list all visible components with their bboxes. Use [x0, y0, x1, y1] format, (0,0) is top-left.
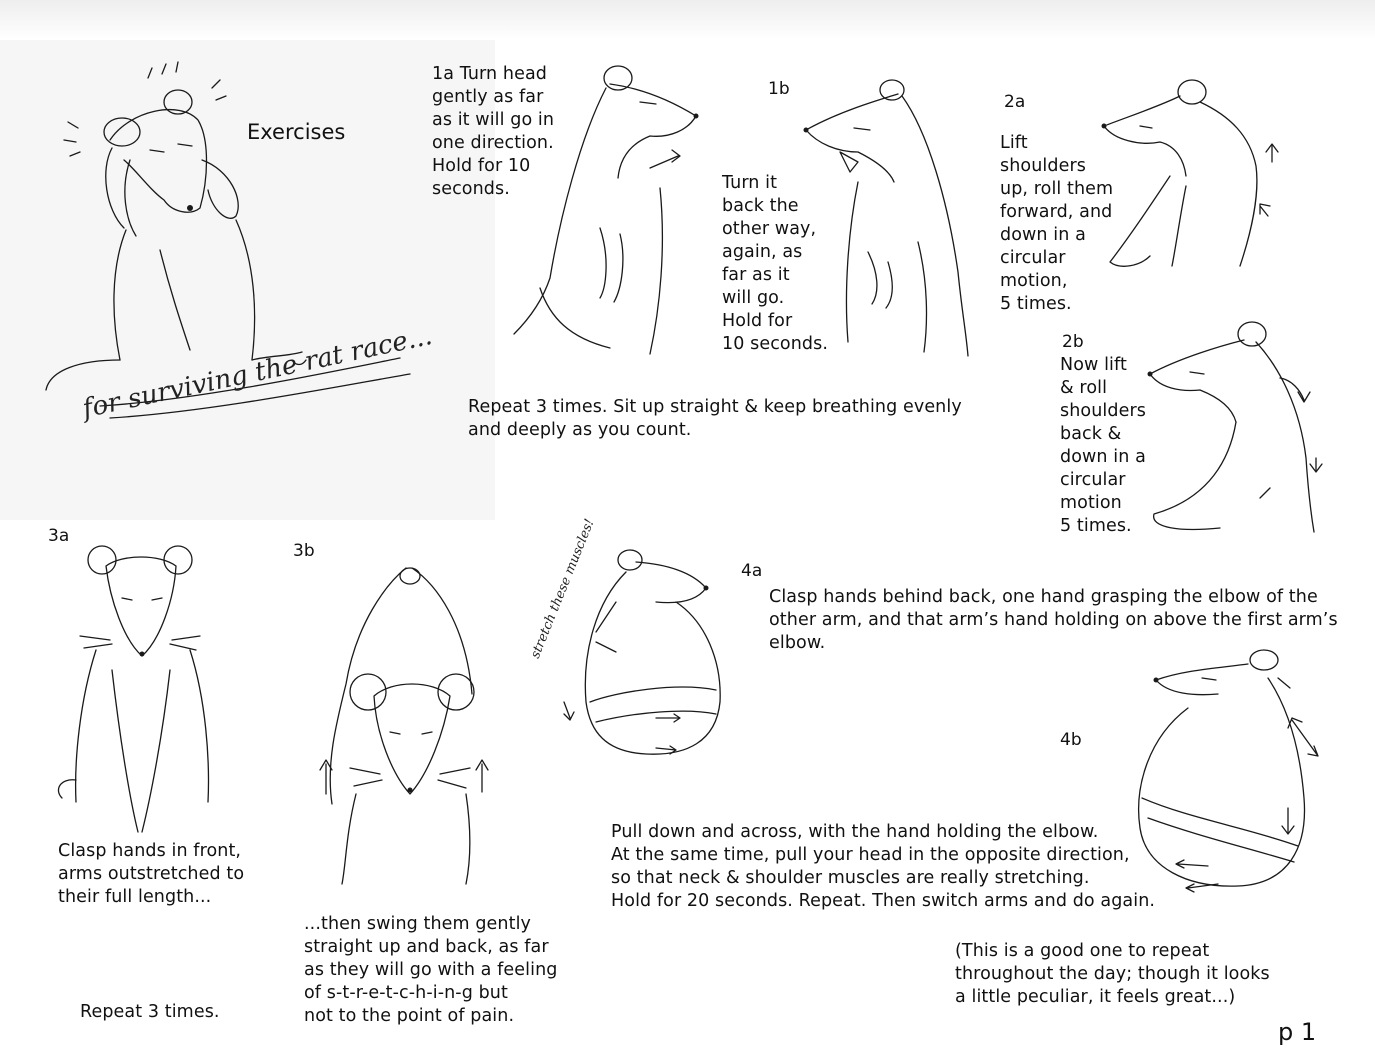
step-2b-label: 2b	[1062, 332, 1084, 352]
page-title: Exercises	[247, 120, 346, 144]
step-1b-label: 1b	[768, 79, 790, 99]
step-4b-text: Pull down and across, with the hand holding the elbow. At the same time, pull your head in the opposite direction, so that neck & shoulder muscles are really stretching. Hold for 20 seconds. Repeat. Then switch arms and do again.	[611, 822, 1156, 911]
step-3a-label: 3a	[48, 526, 70, 546]
rat-hands-behind-back-illustration	[556, 542, 756, 774]
step-1b-text: Turn it back the other way, again, as far as it will go. Hold for 10 seconds.	[722, 173, 829, 354]
page-number: p 1	[1278, 1018, 1317, 1046]
step-2a-label: 2a	[1004, 92, 1026, 112]
rat-head-turn-left-illustration	[798, 72, 988, 362]
step-3a-text: Clasp hands in front, arms outstretched to their full length...	[58, 841, 245, 907]
rat-hands-front-illustration	[50, 540, 230, 840]
step-2b-text: Now lift & roll shoulders back & down in a circular motion 5 times.	[1060, 355, 1146, 536]
rat-pull-across-illustration	[1128, 648, 1328, 902]
tip-note: (This is a good one to repeat throughout the day; though it looks a little peculiar, it feels great...)	[955, 941, 1270, 1007]
rat-head-turn-right-illustration	[510, 58, 710, 368]
rat-arms-up-illustration	[306, 564, 506, 894]
step-4a-text: Clasp hands behind back, one hand grasping the elbow of the other arm, and that arm’s hand holding on above the first arm’s elbow.	[769, 587, 1338, 653]
rat-shoulders-forward-illustration	[1100, 66, 1300, 286]
paper-shadow	[0, 0, 1375, 40]
step-1a-text: 1a Turn head gently as far as it will go in one direction. Hold for 10 seconds.	[432, 64, 555, 199]
step-2a-text: Lift shoulders up, roll them forward, and down in a circular motion, 5 times.	[1000, 133, 1114, 314]
repeat-note-1: Repeat 3 times. Sit up straight & keep breathing evenly and deeply as you count.	[468, 397, 962, 440]
step-3b-label: 3b	[293, 541, 315, 561]
rat-stressed-illustration	[40, 60, 460, 500]
handwritten-subtitle: for surviving the rat race...	[80, 320, 435, 425]
rat-shoulders-back-illustration	[1140, 318, 1330, 540]
step-4a-label: 4a	[741, 561, 763, 581]
stretch-annotation: stretch these muscles!	[528, 516, 598, 661]
step-3b-text: ...then swing them gently straight up and back, as far as they will go with a feeling of s-t-r-e-t-c-h-i-n-g but not to the point of pain.	[304, 914, 558, 1026]
repeat-note-3: Repeat 3 times.	[80, 1002, 220, 1022]
step-4b-label: 4b	[1060, 730, 1082, 750]
